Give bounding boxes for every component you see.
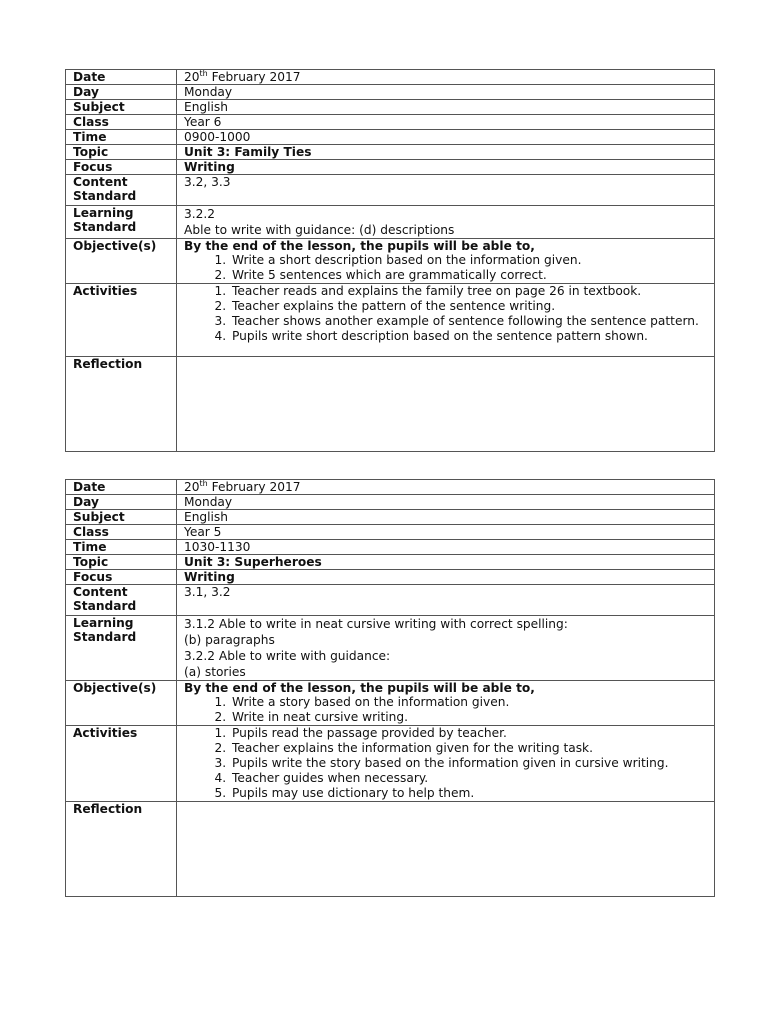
label-time: Time bbox=[66, 540, 177, 555]
activities-list bbox=[184, 726, 707, 801]
label-objectives: Objective(s) bbox=[66, 681, 177, 726]
label-day: Day bbox=[66, 85, 177, 100]
value-focus: Writing bbox=[177, 570, 715, 585]
label-objectives: Objective(s) bbox=[66, 239, 177, 284]
row-subject bbox=[66, 100, 715, 115]
date-suffix: th bbox=[199, 68, 208, 78]
row-learning-standard bbox=[66, 616, 715, 681]
value-reflection bbox=[177, 802, 715, 897]
row-topic bbox=[66, 555, 715, 570]
date-day: 20 bbox=[184, 70, 200, 84]
row-focus bbox=[66, 570, 715, 585]
row-date bbox=[66, 480, 715, 495]
label-class: Class bbox=[66, 525, 177, 540]
activity-item: 3. Teacher shows another example of sentence following the sentence pattern. bbox=[230, 314, 707, 329]
label-time: Time bbox=[66, 130, 177, 145]
objective-item: 2. Write 5 sentences which are grammatically correct. bbox=[230, 268, 707, 283]
row-focus bbox=[66, 160, 715, 175]
row-class bbox=[66, 525, 715, 540]
activities-list bbox=[184, 284, 707, 344]
value-topic: Unit 3: Superheroes bbox=[177, 555, 715, 570]
row-day bbox=[66, 495, 715, 510]
value-subject: English bbox=[177, 100, 715, 115]
value-day: Monday bbox=[177, 85, 715, 100]
value-time: 1030-1130 bbox=[177, 540, 715, 555]
lesson-plan-table bbox=[65, 69, 715, 452]
activity-item: 2. Teacher explains the information given for the writing task. bbox=[230, 741, 707, 756]
label-subject: Subject bbox=[66, 510, 177, 525]
row-objectives bbox=[66, 681, 715, 726]
row-reflection bbox=[66, 802, 715, 897]
objective-item: 1. Write a short description based on the information given. bbox=[230, 253, 707, 268]
label-topic: Topic bbox=[66, 145, 177, 160]
objective-item: 2. Write in neat cursive writing. bbox=[230, 710, 707, 725]
activity-item: 1. Pupils read the passage provided by teacher. bbox=[230, 726, 707, 741]
row-reflection bbox=[66, 357, 715, 452]
row-content-standard bbox=[66, 585, 715, 616]
label-activities: Activities bbox=[66, 284, 177, 357]
objectives-intro: By the end of the lesson, the pupils will be able to, bbox=[184, 681, 535, 695]
row-activities bbox=[66, 284, 715, 357]
label-subject: Subject bbox=[66, 100, 177, 115]
activity-item: 3. Pupils write the story based on the information given in cursive writing. bbox=[230, 756, 707, 771]
value-date bbox=[177, 480, 715, 495]
row-time bbox=[66, 540, 715, 555]
value-topic: Unit 3: Family Ties bbox=[177, 145, 715, 160]
objective-item: 1. Write a story based on the information given. bbox=[230, 695, 707, 710]
date-rest: February 2017 bbox=[207, 70, 301, 84]
row-subject bbox=[66, 510, 715, 525]
learning-standard-line: (b) paragraphs bbox=[184, 633, 275, 647]
value-learning-standard bbox=[177, 206, 715, 239]
value-date bbox=[177, 70, 715, 85]
date-day: 20 bbox=[184, 480, 200, 494]
label-content-standard: Content Standard bbox=[66, 585, 177, 616]
value-reflection bbox=[177, 357, 715, 452]
value-class: Year 6 bbox=[177, 115, 715, 130]
value-class: Year 5 bbox=[177, 525, 715, 540]
row-learning-standard bbox=[66, 206, 715, 239]
learning-standard-line: 3.2.2 Able to write with guidance: bbox=[184, 649, 391, 663]
row-time bbox=[66, 130, 715, 145]
label-focus: Focus bbox=[66, 570, 177, 585]
value-activities bbox=[177, 284, 715, 357]
learning-standard-line: 3.1.2 Able to write in neat cursive writing with correct spelling: bbox=[184, 617, 568, 631]
activity-item: 5. Pupils may use dictionary to help them. bbox=[230, 786, 707, 801]
label-learning-standard: Learning Standard bbox=[66, 616, 177, 681]
objectives-intro: By the end of the lesson, the pupils will be able to, bbox=[184, 239, 535, 253]
row-day bbox=[66, 85, 715, 100]
value-objectives bbox=[177, 681, 715, 726]
lesson-plan-table bbox=[65, 479, 715, 897]
learning-standard-line: (a) stories bbox=[184, 665, 246, 679]
label-date: Date bbox=[66, 70, 177, 85]
label-focus: Focus bbox=[66, 160, 177, 175]
label-content-standard: Content Standard bbox=[66, 175, 177, 206]
value-content-standard: 3.2, 3.3 bbox=[177, 175, 715, 206]
value-objectives bbox=[177, 239, 715, 284]
value-day: Monday bbox=[177, 495, 715, 510]
date-rest: February 2017 bbox=[207, 480, 301, 494]
objectives-list bbox=[184, 695, 707, 725]
activity-item: 1. Teacher reads and explains the family tree on page 26 in textbook. bbox=[230, 284, 707, 299]
label-activities: Activities bbox=[66, 726, 177, 802]
date-suffix: th bbox=[199, 478, 208, 488]
value-activities bbox=[177, 726, 715, 802]
row-topic bbox=[66, 145, 715, 160]
value-time: 0900-1000 bbox=[177, 130, 715, 145]
value-subject: English bbox=[177, 510, 715, 525]
learning-standard-line: 3.2.2 bbox=[184, 207, 216, 221]
label-day: Day bbox=[66, 495, 177, 510]
value-focus: Writing bbox=[177, 160, 715, 175]
value-content-standard: 3.1, 3.2 bbox=[177, 585, 715, 616]
activity-item: 4. Teacher guides when necessary. bbox=[230, 771, 707, 786]
objectives-list bbox=[184, 253, 707, 283]
label-topic: Topic bbox=[66, 555, 177, 570]
row-objectives bbox=[66, 239, 715, 284]
label-date: Date bbox=[66, 480, 177, 495]
value-learning-standard bbox=[177, 616, 715, 681]
label-learning-standard: Learning Standard bbox=[66, 206, 177, 239]
learning-standard-line: Able to write with guidance: (d) descriptions bbox=[184, 223, 455, 237]
row-class bbox=[66, 115, 715, 130]
label-class: Class bbox=[66, 115, 177, 130]
row-date bbox=[66, 70, 715, 85]
label-reflection: Reflection bbox=[66, 802, 177, 897]
activity-item: 4. Pupils write short description based on the sentence pattern shown. bbox=[230, 329, 707, 344]
activity-item: 2. Teacher explains the pattern of the sentence writing. bbox=[230, 299, 707, 314]
label-reflection: Reflection bbox=[66, 357, 177, 452]
row-content-standard bbox=[66, 175, 715, 206]
row-activities bbox=[66, 726, 715, 802]
